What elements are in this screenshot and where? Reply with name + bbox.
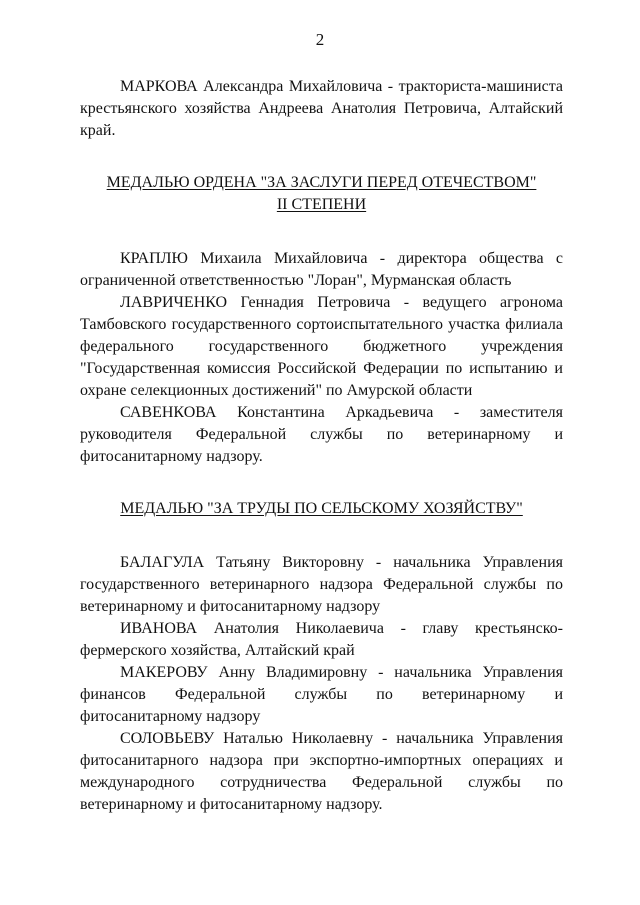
award-entry-solovyeva: СОЛОВЬЕВУ Наталью Николаевну - начальника Управления фитосанитарного надзора при экспортно-импортных операциях и международного сотрудничества Федеральной службы по ветеринарному и фитосанитарному надзору. xyxy=(80,730,563,813)
section-heading-line: МЕДАЛЬЮ "ЗА ТРУДЫ ПО СЕЛЬСКОМУ ХОЗЯЙСТВУ" xyxy=(120,500,523,517)
heading-spacer xyxy=(80,216,563,248)
section-heading-line: II СТЕПЕНИ xyxy=(276,196,367,213)
award-entry-savenkova: САВЕНКОВА Константина Аркадьевича - заместителя руководителя Федеральной службы по ветеринарному и фитосанитарному надзору. xyxy=(80,404,563,465)
section-spacer xyxy=(80,142,563,172)
section-heading-medal-agriculture xyxy=(80,498,563,520)
section-spacer xyxy=(80,468,563,498)
heading-spacer xyxy=(80,520,563,552)
section-heading-line: МЕДАЛЬЮ ОРДЕНА "ЗА ЗАСЛУГИ ПЕРЕД ОТЕЧЕСТВОМ" xyxy=(106,174,537,191)
document-body xyxy=(80,76,563,816)
award-entry-lavrichenko: ЛАВРИЧЕНКО Геннадия Петровича - ведущего агронома Тамбовского государственного сортоиспытательного участка филиала федерального государственного бюджетного учреждения "Государственная комиссия Российской Федерации по испытанию и охране селекционных достижений" по Амурской области xyxy=(80,294,563,399)
award-entry-balagula: БАЛАГУЛА Татьяну Викторовну - начальника Управления государственного ветеринарного надзора Федеральной службы по ветеринарному и фитосанитарному надзору xyxy=(80,554,563,615)
page-number: 2 xyxy=(315,30,325,49)
award-entry-markova: МАРКОВА Александра Михайловича - тракториста-машиниста крестьянского хозяйства Андреева Анатолия Петровича, Алтайский край. xyxy=(80,78,563,139)
award-entry-makerova: МАКЕРОВУ Анну Владимировну - начальника Управления финансов Федеральной службы по ветеринарному и фитосанитарному надзору xyxy=(80,664,563,725)
award-entry-kraplyu: КРАПЛЮ Михаила Михайловича - директора общества с ограниченной ответственностью "Лоран", Мурманская область xyxy=(80,250,563,289)
section-heading-medal-order-merit xyxy=(80,172,563,216)
award-entry-ivanova: ИВАНОВА Анатолия Николаевича - главу крестьянско-фермерского хозяйства, Алтайский край xyxy=(80,620,563,659)
